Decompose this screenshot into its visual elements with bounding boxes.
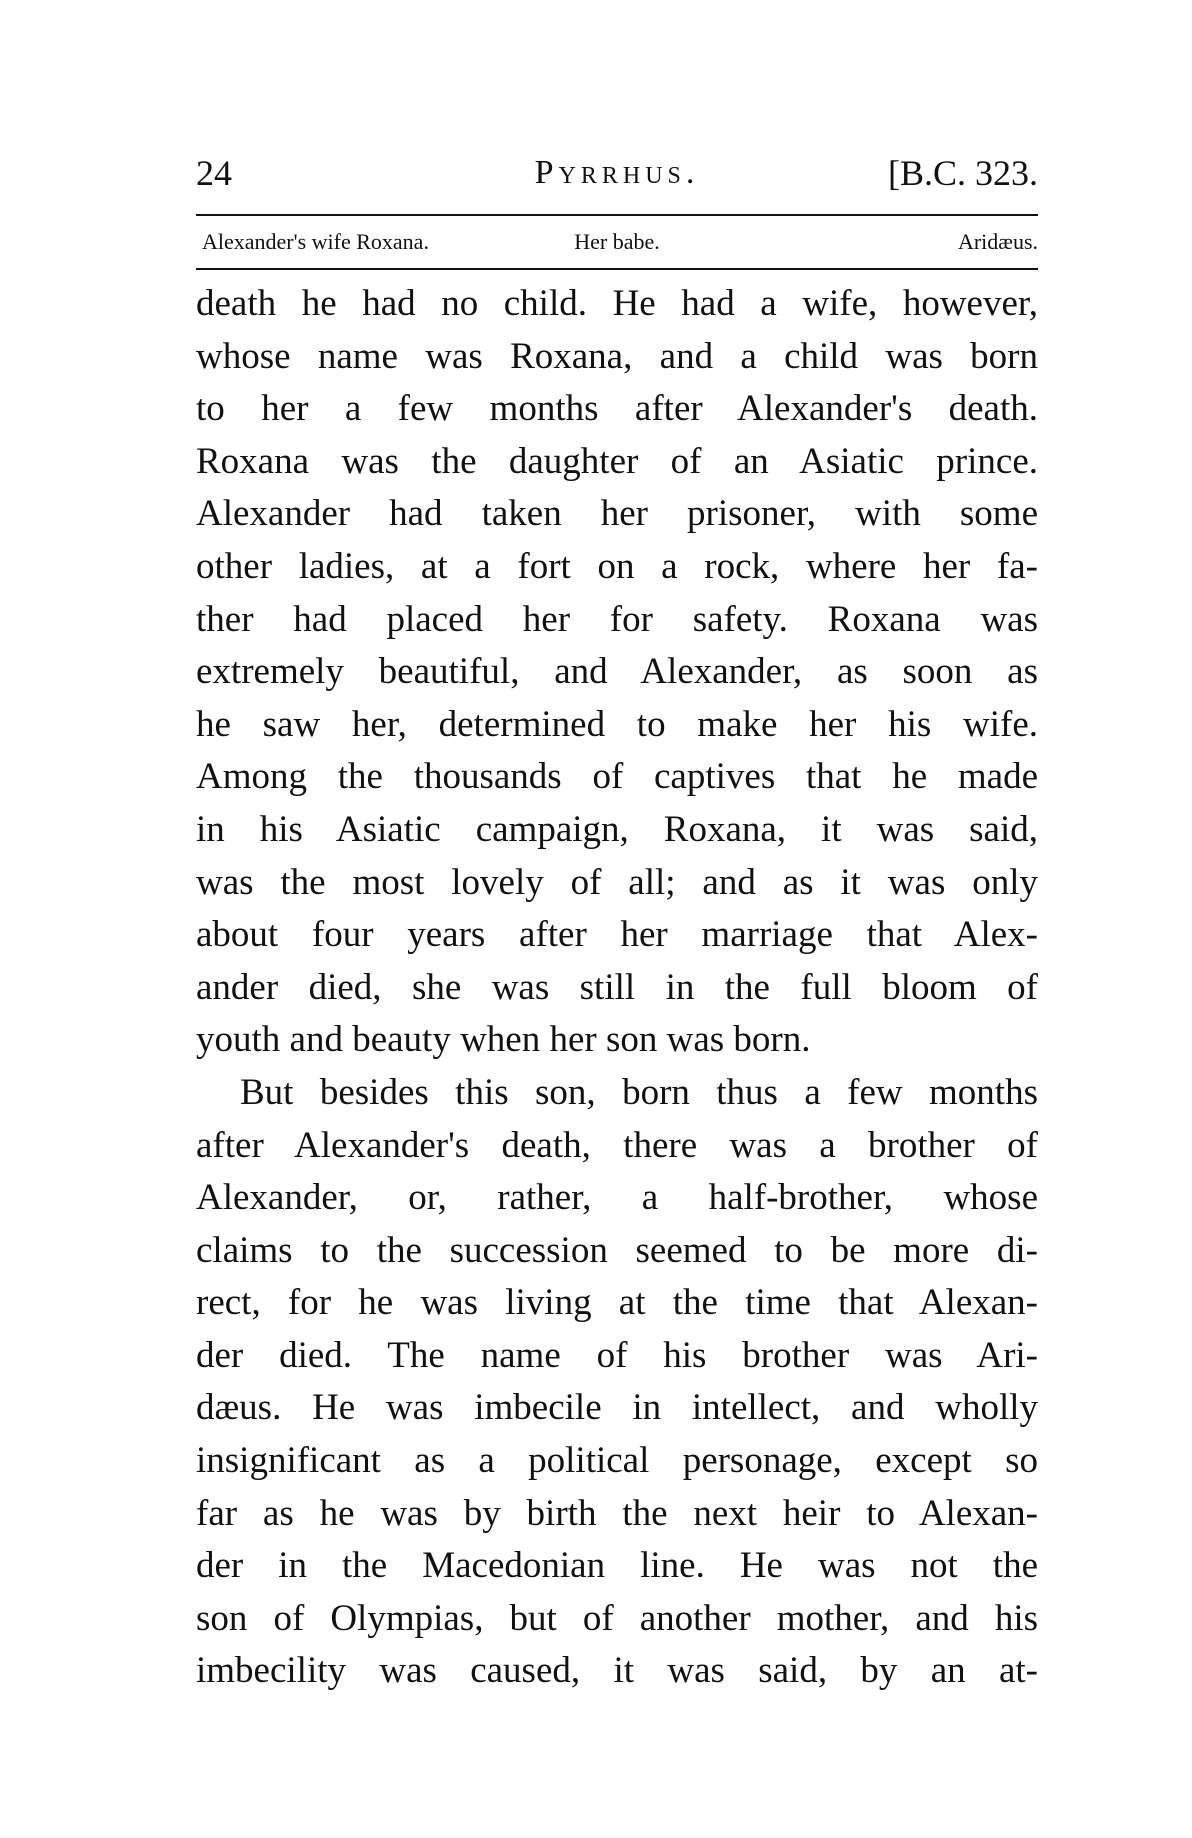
header-rule-bottom (196, 268, 1038, 270)
text-line: he saw her, determined to make her his wife. (196, 703, 1038, 745)
text-line: claims to the succession seemed to be more di- (196, 1229, 1038, 1271)
text-line: der died. The name of his brother was Ari- (196, 1334, 1038, 1376)
running-title: Pyrrhus. (534, 154, 700, 191)
text-line: was the most lovely of all; and as it was only (196, 861, 1038, 903)
sidenote-right: Aridæus. (957, 229, 1038, 254)
text-line: rect, for he was living at the time that Alexan- (196, 1282, 1038, 1324)
text-line: youth and beauty when her son was born. (196, 1019, 811, 1061)
text-line: But besides this son, born thus a few months (240, 1071, 1038, 1113)
page-number: 24 (196, 153, 232, 193)
text-line: ther had placed her for safety. Roxana was (196, 598, 1038, 640)
text-line: other ladies, at a fort on a rock, where her fa- (196, 545, 1038, 587)
text-line: to her a few months after Alexander's death. (196, 388, 1038, 430)
text-line: son of Olympias, but of another mother, and his (196, 1597, 1038, 1639)
text-line: Alexander had taken her prisoner, with some (196, 493, 1038, 535)
text-line: Among the thousands of captives that he made (196, 756, 1038, 798)
text-line: after Alexander's death, there was a brother of (196, 1124, 1038, 1166)
running-date: [B.C. 323. (887, 153, 1038, 193)
text-line: ander died, she was still in the full bloom of (196, 966, 1038, 1008)
text-line: imbecility was caused, it was said, by an at- (196, 1650, 1038, 1692)
text-line: about four years after her marriage that Alex- (196, 914, 1038, 956)
text-line: whose name was Roxana, and a child was born (196, 335, 1038, 377)
text-line: Alexander, or, rather, a half-brother, whose (196, 1177, 1038, 1219)
body-text (196, 278, 1038, 1698)
running-head (196, 148, 1038, 198)
text-line: far as he was by birth the next heir to Alexan- (196, 1492, 1038, 1534)
text-line: death he had no child. He had a wife, however, (196, 283, 1038, 324)
marginal-notes (196, 220, 1038, 264)
text-line: dæus. He was imbecile in intellect, and wholly (196, 1387, 1038, 1429)
text-line: in his Asiatic campaign, Roxana, it was said, (196, 808, 1038, 850)
sidenote-center: Her babe. (574, 229, 660, 254)
text-line: insignificant as a political personage, except so (196, 1440, 1038, 1482)
text-line: der in the Macedonian line. He was not the (196, 1545, 1038, 1587)
text-line: Roxana was the daughter of an Asiatic prince. (196, 440, 1038, 482)
text-line: extremely beautiful, and Alexander, as soon as (196, 651, 1038, 693)
header-rule-top (196, 214, 1038, 216)
sidenote-left: Alexander's wife Roxana. (202, 229, 429, 254)
